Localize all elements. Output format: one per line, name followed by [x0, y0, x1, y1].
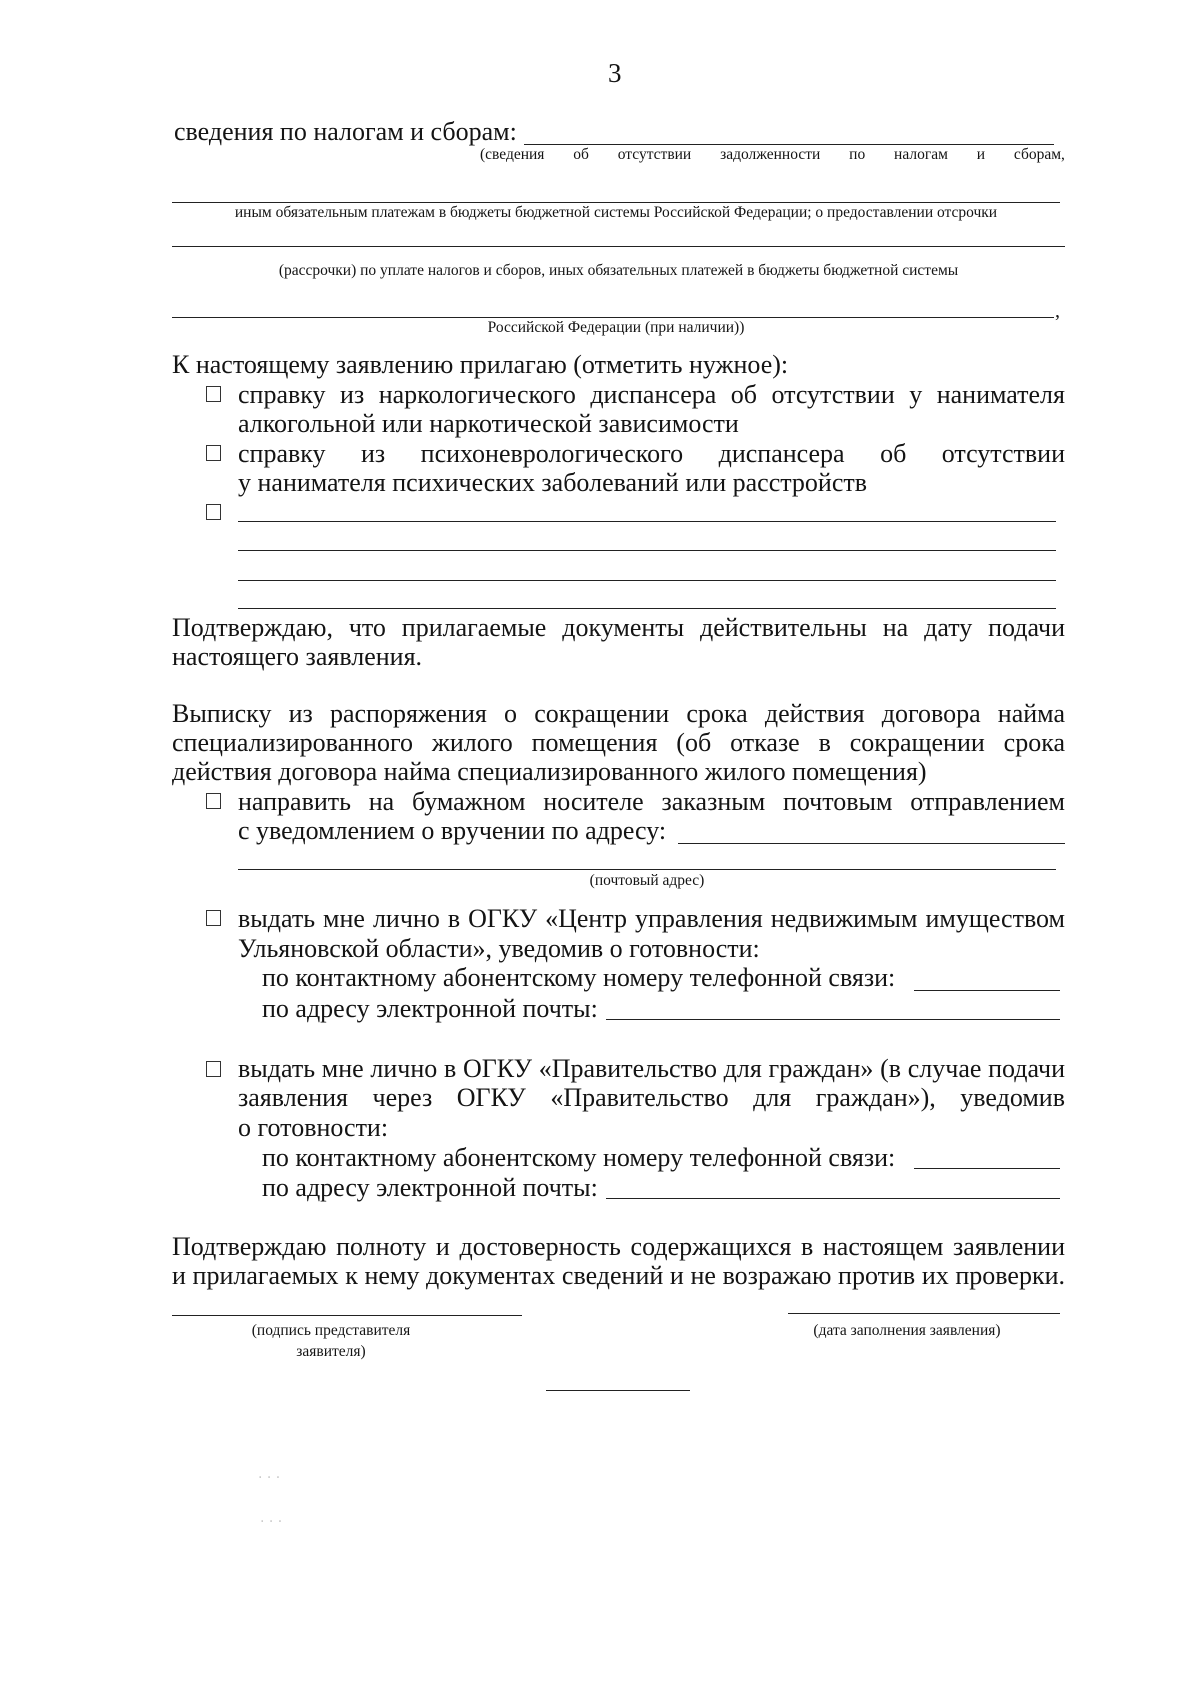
tax-hint-4: Российской Федерации (при наличии)): [487, 319, 745, 336]
gov-email-line[interactable]: [606, 1198, 1060, 1199]
tax-hint-word: (сведения: [480, 146, 545, 163]
confirm-accuracy-text: Подтверждаю полноту и достоверность содержащихся в настоящем заявлении: [172, 1232, 1065, 1261]
mail-address-line-1[interactable]: [678, 843, 1065, 844]
gov-option-label: выдать мне лично в ОГКУ «Правительство для граждан» (в случае подачи: [238, 1054, 1065, 1083]
center-option-label-cont: Ульяновской области», уведомив о готовности:: [238, 934, 760, 963]
signature-caption-cont: заявителя): [296, 1343, 366, 1360]
center-phone-line[interactable]: [914, 990, 1060, 991]
attachments-heading: К настоящему заявлению прилагаю (отметить нужное):: [172, 350, 789, 379]
date-line[interactable]: [788, 1313, 1060, 1314]
tax-hint-word: об: [573, 146, 589, 163]
gov-option-checkbox[interactable]: [206, 1061, 221, 1077]
gov-phone-label: по контактному абонентскому номеру телефонной связи:: [262, 1143, 896, 1172]
gov-option-label-cont: заявления через ОГКУ «Правительство для граждан»), уведомив: [238, 1083, 1065, 1112]
extract-text-3: действия договора найма специализированного жилого помещения): [172, 757, 927, 786]
tax-hint-word: и: [976, 146, 986, 163]
gov-phone-line[interactable]: [914, 1168, 1060, 1169]
gov-email-label: по адресу электронной почты:: [262, 1173, 598, 1202]
end-rule: [546, 1390, 690, 1391]
gov-option-label-cont-2: о готовности:: [238, 1113, 389, 1142]
tax-hint-word: по: [849, 146, 866, 163]
tax-hint-word: сборам,: [1013, 146, 1065, 163]
tax-hint-2: иным обязательным платежам в бюджеты бюджетной системы Российской Федерации; о предоставлении отсрочки: [234, 204, 998, 221]
attach-psycho-label: справку из психоневрологического диспансера об отсутствии: [238, 439, 1065, 468]
tax-field-line-4[interactable]: [172, 317, 1054, 318]
mail-address-hint: (почтовый адрес): [589, 872, 705, 889]
signature-line[interactable]: [172, 1315, 522, 1316]
center-option-checkbox[interactable]: [206, 910, 221, 926]
tax-comma: ,: [1055, 300, 1060, 322]
center-phone-label: по контактному абонентскому номеру телефонной связи:: [262, 963, 896, 992]
tax-field-line-2[interactable]: [172, 202, 1060, 203]
extract-text-1: Выписку из распоряжения о сокращении срока действия договора найма: [172, 699, 1065, 728]
page-number: 3: [608, 58, 622, 88]
tax-field-line[interactable]: [524, 144, 1054, 145]
tax-hint-word: отсутствии: [617, 146, 692, 163]
confirm-accuracy-text-cont: и прилагаемых к нему документах сведений и не возражаю против их проверки.: [172, 1261, 1065, 1290]
attach-other-checkbox[interactable]: [206, 504, 221, 520]
attach-narcology-label-cont: алкогольной или наркотической зависимости: [238, 409, 739, 438]
tax-hint-3: (рассрочки) по уплате налогов и сборов, иных обязательных платежей в бюджеты бюджетной системы: [278, 262, 959, 279]
mail-option-label: направить на бумажном носителе заказным почтовым отправлением: [238, 787, 1065, 816]
attach-psycho-checkbox[interactable]: [206, 445, 221, 461]
attach-other-line-3[interactable]: [238, 580, 1056, 581]
tax-hint-word: налогам: [894, 146, 948, 163]
tax-field-line-3[interactable]: [172, 246, 1065, 247]
extract-text-2: специализированного жилого помещения (об отказе в сокращении срока: [172, 728, 1065, 757]
tax-hint-1: [480, 146, 1065, 164]
attach-narcology-label: справку из наркологического диспансера об отсутствии у нанимателя: [238, 380, 1065, 409]
mail-option-checkbox[interactable]: [206, 793, 221, 809]
confirm-docs-text: Подтверждаю, что прилагаемые документы действительны на дату подачи: [172, 613, 1065, 642]
attach-psycho-label-cont: у нанимателя психических заболеваний или расстройств: [238, 468, 868, 497]
date-caption: (дата заполнения заявления): [813, 1322, 1001, 1339]
tax-label: сведения по налогам и сборам:: [174, 117, 517, 146]
attach-other-line-1[interactable]: [238, 521, 1056, 522]
tax-hint-word: задолженности: [720, 146, 821, 163]
signature-caption: (подпись представителя: [251, 1322, 411, 1339]
attach-narcology-checkbox[interactable]: [206, 386, 221, 402]
attach-other-line-4[interactable]: [238, 608, 1056, 609]
mail-address-line-2[interactable]: [238, 869, 1056, 870]
center-email-label: по адресу электронной почты:: [262, 994, 598, 1023]
scan-artifact: . . .: [260, 1510, 283, 1526]
mail-option-label-cont: с уведомлением о вручении по адресу:: [238, 816, 667, 845]
center-email-line[interactable]: [606, 1019, 1060, 1020]
confirm-docs-text-cont: настоящего заявления.: [172, 642, 423, 671]
center-option-label: выдать мне лично в ОГКУ «Центр управления недвижимым имуществом: [238, 904, 1065, 933]
scan-artifact: . . .: [258, 1466, 281, 1482]
attach-other-line-2[interactable]: [238, 550, 1056, 551]
